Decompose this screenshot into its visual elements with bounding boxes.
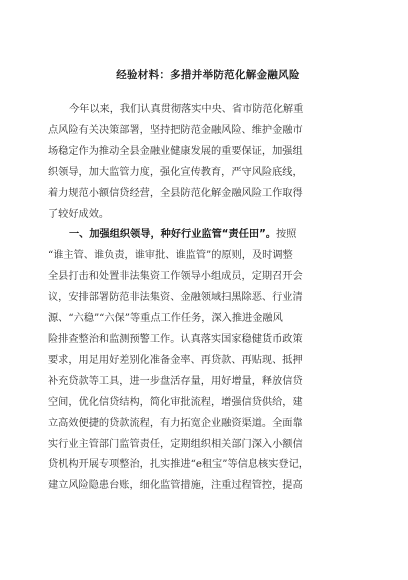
- text-line: 源、“六稳”“六保”等重点工作任务，深入推进金融风: [48, 313, 283, 325]
- text-line: 织领导，加大监管力度，强化宣传教育，严守风险底线，: [48, 166, 303, 178]
- document-title: 经验材料：多措并举防范化解金融风险: [116, 69, 300, 81]
- text-line: 了较好成效。: [48, 208, 110, 220]
- text-line: 着力规范小额信贷经营，全县防范化解金融风险工作取得: [48, 187, 303, 199]
- text-line: 立高效便捷的贷款流程，有力拓宽企业融资渠道。全面靠: [48, 417, 303, 429]
- text-line: 点风险有关决策部署，坚持把防范金融风险、维护金融市: [48, 124, 303, 136]
- text-line: 要求，用足用好差别化准备金率、再贷款、再贴现、抵押: [48, 354, 303, 366]
- text-line: 贷机构开展专项整治，扎实推进“e租宝”等信息核实登记，: [48, 459, 309, 471]
- section-1-heading: 一、加强组织领导，种好行业监管“责任田”。: [69, 229, 276, 241]
- text-line: 补充贷款等工具，进一步盘活存量，用好增量，释放信贷: [48, 375, 303, 387]
- text-line: 实行业主管部门监管责任，定期组织相关部门深入小额信: [48, 438, 303, 450]
- text-line: 场稳定作为推动全县金融业健康发展的重要保证，加强组: [48, 145, 303, 157]
- text-line: “谁主管、谁负责，谁审批、谁监管”的原则，及时调整: [48, 250, 293, 262]
- text-line: 建立风险隐患台账，细化监管措施，注重过程管控，提高: [48, 480, 303, 492]
- section-1-first-line: [48, 225, 368, 246]
- intro-paragraph: [48, 100, 368, 225]
- text-line: 险排查整治和监测预警工作。认真落实国家稳健货币政策: [48, 333, 303, 345]
- text-line: 议，安排部署防范非法集资、金融领域扫黑除恶、行业清: [48, 292, 303, 304]
- section-1-lead-text: 按照: [275, 229, 297, 241]
- text-line: 今年以来，我们认真贯彻落实中央、省市防范化解重: [69, 104, 304, 115]
- text-line: 全县打击和处置非法集资工作领导小组成员，定期召开会: [48, 271, 303, 283]
- section-1-paragraph: [48, 225, 368, 497]
- text-line: 空间，优化信贷结构，简化审批流程，增强信贷供给，建: [48, 396, 303, 408]
